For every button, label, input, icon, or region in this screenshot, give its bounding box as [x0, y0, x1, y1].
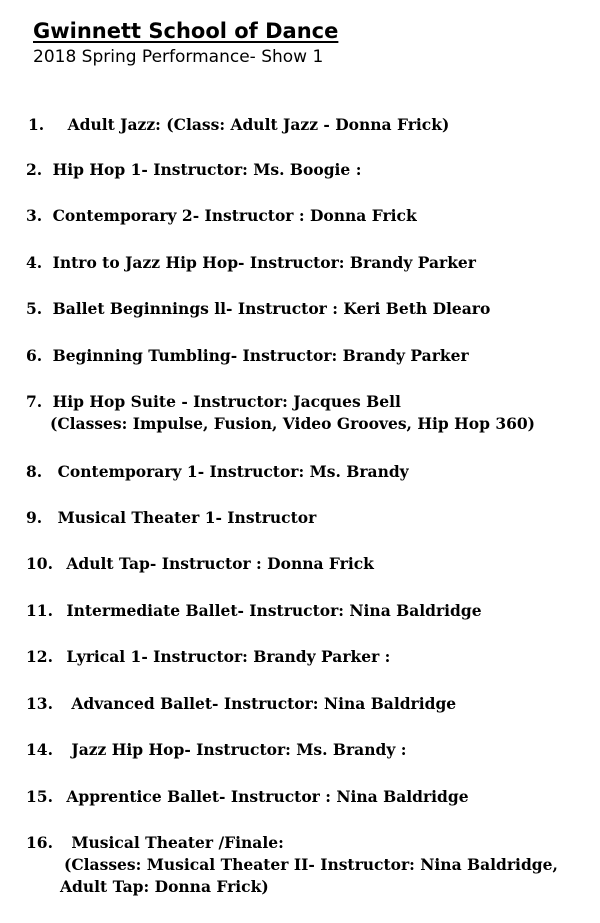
program-item — [26, 693, 456, 715]
program-item-text: Adult Tap- Instructor : Donna Frick — [66, 554, 374, 573]
program-item-text: Intermediate Ballet- Instructor: Nina Baldridge — [66, 601, 482, 620]
program-item — [26, 786, 469, 808]
program-item-number: 12. — [26, 647, 53, 666]
program-item-text: Musical Theater 1- Instructor — [57, 508, 317, 527]
program-item-number: 2. — [26, 160, 43, 179]
program-item — [26, 832, 558, 898]
program-header — [33, 18, 338, 69]
program-item — [26, 461, 409, 483]
program-item-number: 5. — [26, 299, 43, 318]
program-item-number: 6. — [26, 346, 43, 365]
program-item-text: Intro to Jazz Hip Hop- Instructor: Brandy Parker — [52, 253, 476, 272]
program-item — [26, 159, 361, 181]
program-item — [26, 298, 490, 320]
program-item-text: Apprentice Ballet- Instructor : Nina Baldridge — [66, 787, 469, 806]
program-item-number: 15. — [26, 787, 53, 806]
program-item — [26, 739, 406, 761]
program-item — [26, 507, 316, 529]
program-item — [26, 345, 469, 367]
program-item-text: Ballet Beginnings ll- Instructor : Keri Beth Dlearo — [52, 299, 491, 318]
program-item-text: Contemporary 1- Instructor: Ms. Brandy — [57, 462, 409, 481]
program-item-number: 4. — [26, 253, 43, 272]
program-item — [26, 600, 482, 622]
program-item-classes: (Classes: Musical Theater II- Instructor: Nina Baldridge, — [64, 855, 558, 874]
program-item-text: Beginning Tumbling- Instructor: Brandy Parker — [52, 346, 469, 365]
program-item-number: 7. — [26, 392, 43, 411]
performance-subtitle: 2018 Spring Performance- Show 1 — [33, 47, 324, 67]
program-item-text: Hip Hop Suite - Instructor: Jacques Bell — [52, 392, 401, 411]
program-item-text: Musical Theater /Finale: — [71, 833, 284, 852]
program-item-number: 10. — [26, 554, 53, 573]
program-item-classes: (Classes: Impulse, Fusion, Video Grooves, Hip Hop 360) — [50, 414, 536, 433]
program-item-number: 8. — [26, 462, 43, 481]
program-item-classes: Adult Tap: Donna Frick) — [60, 877, 269, 896]
program-item-text: Lyrical 1- Instructor: Brandy Parker : — [66, 647, 391, 666]
program-item — [28, 114, 449, 136]
program-item-number: 1. — [28, 115, 45, 134]
school-title: Gwinnett School of Dance — [33, 19, 339, 43]
program-item-number: 9. — [26, 508, 43, 527]
program-item — [26, 553, 374, 575]
program-item-text: Contemporary 2- Instructor : Donna Frick — [52, 206, 417, 225]
program-item — [26, 252, 476, 274]
program-item-number: 16. — [26, 833, 53, 852]
program-item-number: 11. — [26, 601, 53, 620]
program-item — [26, 391, 535, 435]
program-item-number: 13. — [26, 694, 53, 713]
program-item-number: 14. — [26, 740, 53, 759]
program-item — [26, 646, 390, 668]
program-item-text: Adult Jazz: (Class: Adult Jazz - Donna Frick) — [67, 115, 450, 134]
program-item — [26, 205, 417, 227]
program-item-text: Jazz Hip Hop- Instructor: Ms. Brandy : — [71, 740, 407, 759]
program-item-text: Hip Hop 1- Instructor: Ms. Boogie : — [52, 160, 362, 179]
program-item-text: Advanced Ballet- Instructor: Nina Baldridge — [71, 694, 457, 713]
program-item-number: 3. — [26, 206, 43, 225]
